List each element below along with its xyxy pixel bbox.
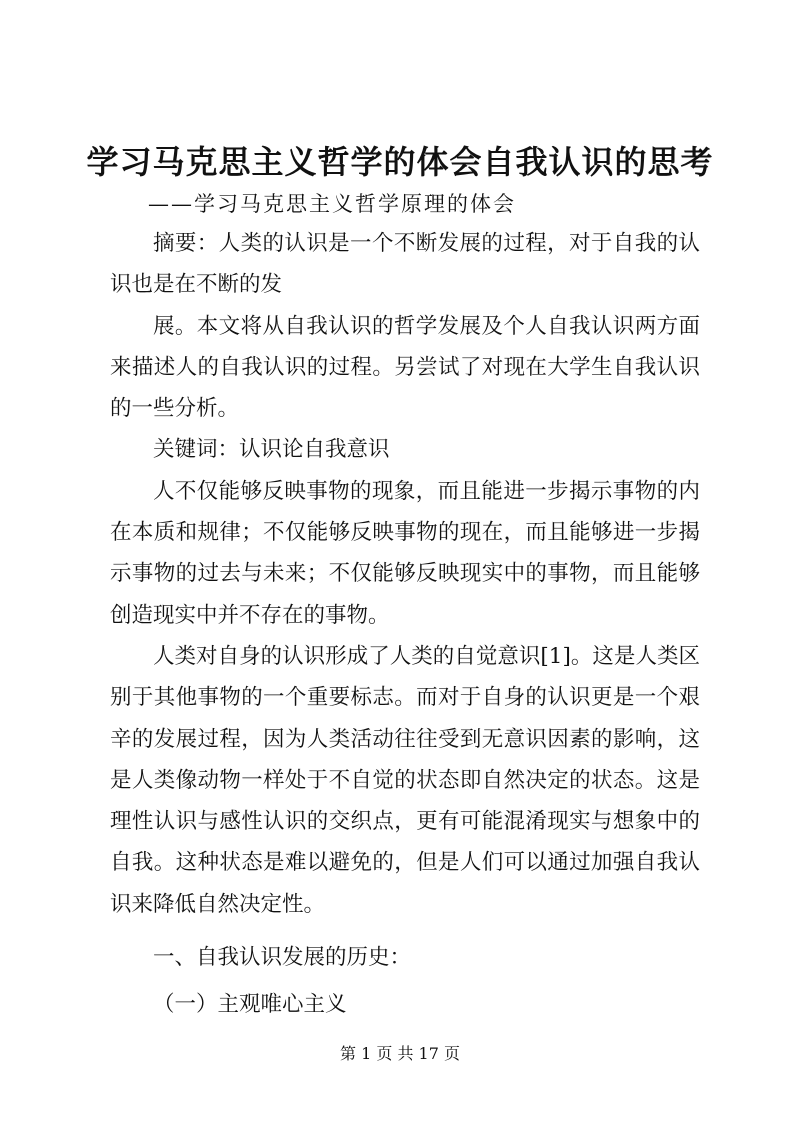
document-title: 学习马克思主义哲学的体会自我认识的思考 bbox=[86, 143, 714, 181]
body-paragraph: 人类对自身的认识形成了人类的自觉意识[1]。这是人类区别于其他事物的一个重要标志。而对于自身的认识更是一个艰辛的发展过程，因为人类活动往往受到无意识因素的影响，这是人类像动物一样处于不自觉的状态即自然决定的状态。这是理性认识与感性认识的交织点，更有可能混淆现实与想象中的自我。这种状态是难以避免的，但是人们可以通过加强自我认识来降低自然决定性。 bbox=[110, 643, 700, 917]
keywords-paragraph: 关键词：认识论自我意识 bbox=[153, 437, 390, 463]
subsection-heading: （一）主观唯心主义 bbox=[153, 992, 347, 1018]
abstract-paragraph: 摘要：人类的认识是一个不断发展的过程，对于自我的认识也是在不断的发 bbox=[110, 231, 700, 298]
body-paragraph: 人不仅能够反映事物的现象，而且能进一步揭示事物的内在本质和规律；不仅能够反映事物的现在，而且能够进一步揭示事物的过去与未来；不仅能够反映现实中的事物，而且能够创造现实中并不存在的事物。 bbox=[110, 478, 700, 628]
document-subtitle: ——学习马克思主义哲学原理的体会 bbox=[148, 192, 516, 216]
document-body bbox=[110, 223, 700, 1026]
section-heading: 一、自我认识发展的历史： bbox=[153, 945, 412, 971]
abstract-continuation-paragraph: 展。本文将从自我认识的哲学发展及个人自我认识两方面来描述人的自我认识的过程。另尝试了对现在大学生自我认识的一些分析。 bbox=[110, 313, 700, 422]
page-footer: 第 1 页 共 17 页 bbox=[340, 1044, 460, 1063]
